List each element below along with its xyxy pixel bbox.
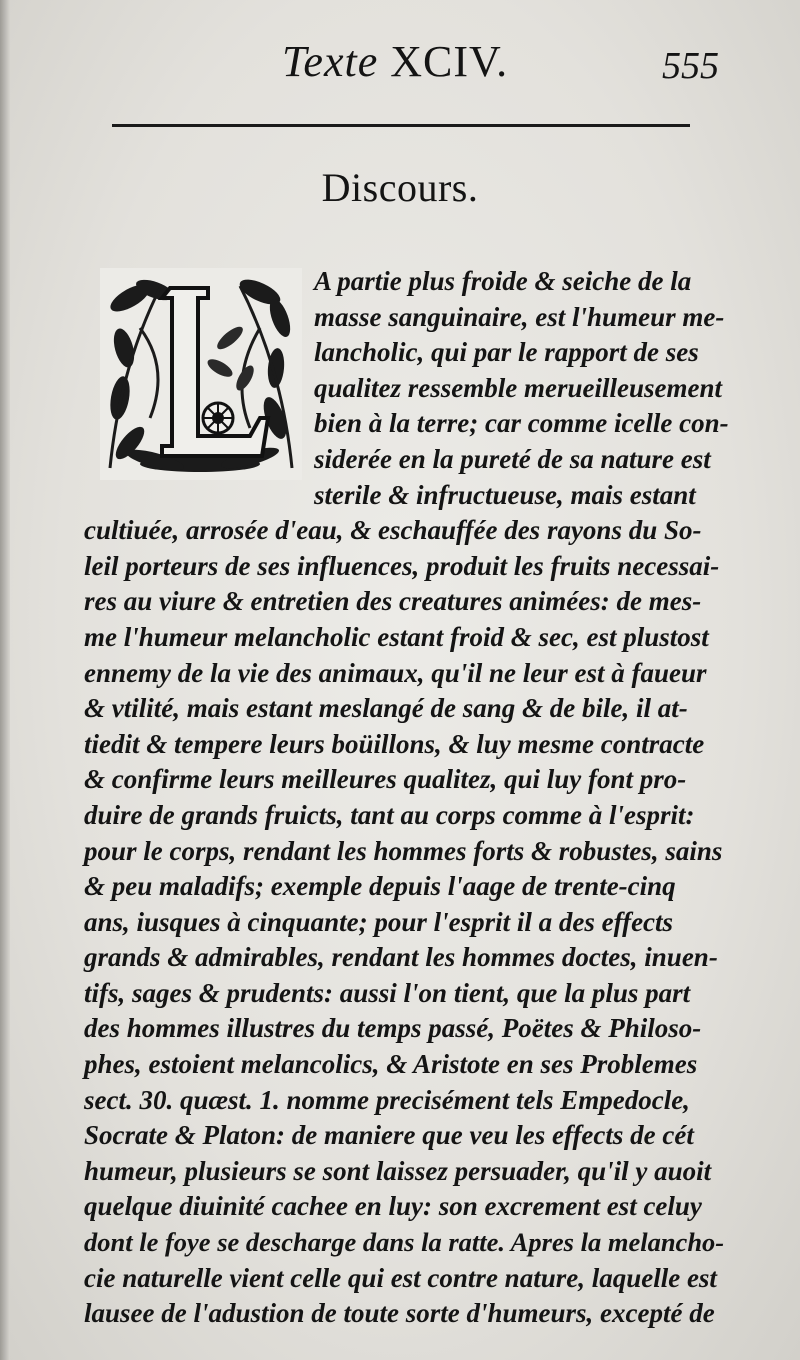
text-line: ennemy de la vie des animaux, qu'il ne leur est à faueur [84,657,707,688]
text-line: duire de grands fruicts, tant au corps comme à l'esprit: [84,799,695,830]
running-title-number: XCIV. [390,37,509,86]
text-line: & vtilité, mais estant meslangé de sang & de bile, il at- [84,693,688,724]
running-title-word: Texte [282,37,379,86]
text-line: me l'humeur melancholic estant froid & sec, est plustost [84,621,709,652]
text-line: dont le foye se descharge dans la ratte. Apres la melancho- [84,1227,725,1258]
text-line: ans, iusques à cinquante; pour l'esprit il a des effects [84,906,674,937]
text-line: & confirme leurs meilleures qualitez, qui luy font pro- [84,764,687,795]
text-line: pour le corps, rendant les hommes forts & robustes, sains [84,835,723,866]
text-line: phes, estoient melancolics, & Aristote en ses Problemes [84,1049,698,1080]
text-line: leil porteurs de ses influences, produit les fruits necessai- [84,550,720,581]
text-line: cultiuée, arrosée d'eau, & eschauffée des rayons du So- [84,515,702,546]
page-number: 555 [662,45,719,87]
running-title [282,36,508,87]
text-line: quelque diuinité cachee en luy: son excrement est celuy [84,1191,702,1222]
text-line: siderée en la pureté de sa nature est [314,443,711,474]
text-line: humeur, plusieurs se sont laissez persuader, qu'il y auoit [84,1155,712,1186]
text-line: masse sanguinaire, est l'humeur me- [314,301,725,332]
text-line: res au viure & entretien des creatures animées: de mes- [84,586,702,617]
text-line: grands & admirables, rendant les hommes doctes, inuen- [84,942,718,973]
text-line: Socrate & Platon: de maniere que veu les effects de cét [84,1120,694,1151]
text-line: & peu maladifs; exemple depuis l'aage de trente-cinq [84,871,676,902]
text-line: sect. 30. quæst. 1. nomme precisément tels Empedocle, [84,1084,690,1115]
body-text [84,264,729,1332]
section-title: Discours. [321,165,479,210]
header-rule [112,124,690,127]
text-line: sterile & infructueuse, mais estant [314,479,696,510]
text-line: tifs, sages & prudents: aussi l'on tient, que la plus part [84,977,691,1008]
text-line: A partie plus froide & seiche de la [314,266,692,296]
text-line: qualitez ressemble merueilleusement [314,372,722,403]
running-header [0,28,800,88]
text-line: tiedit & tempere leurs boüillons, & luy mesme contracte [84,728,705,759]
text-line: lancholic, qui par le rapport de ses [314,337,699,368]
text-line: cie naturelle vient celle qui est contre nature, laquelle est [84,1262,717,1293]
text-line: bien à la terre; car comme icelle con- [314,408,729,439]
text-line: lausee de l'adustion de toute sorte d'humeurs, excepté de [84,1298,715,1329]
text-line: des hommes illustres du temps passé, Poëtes & Philoso- [84,1013,702,1044]
